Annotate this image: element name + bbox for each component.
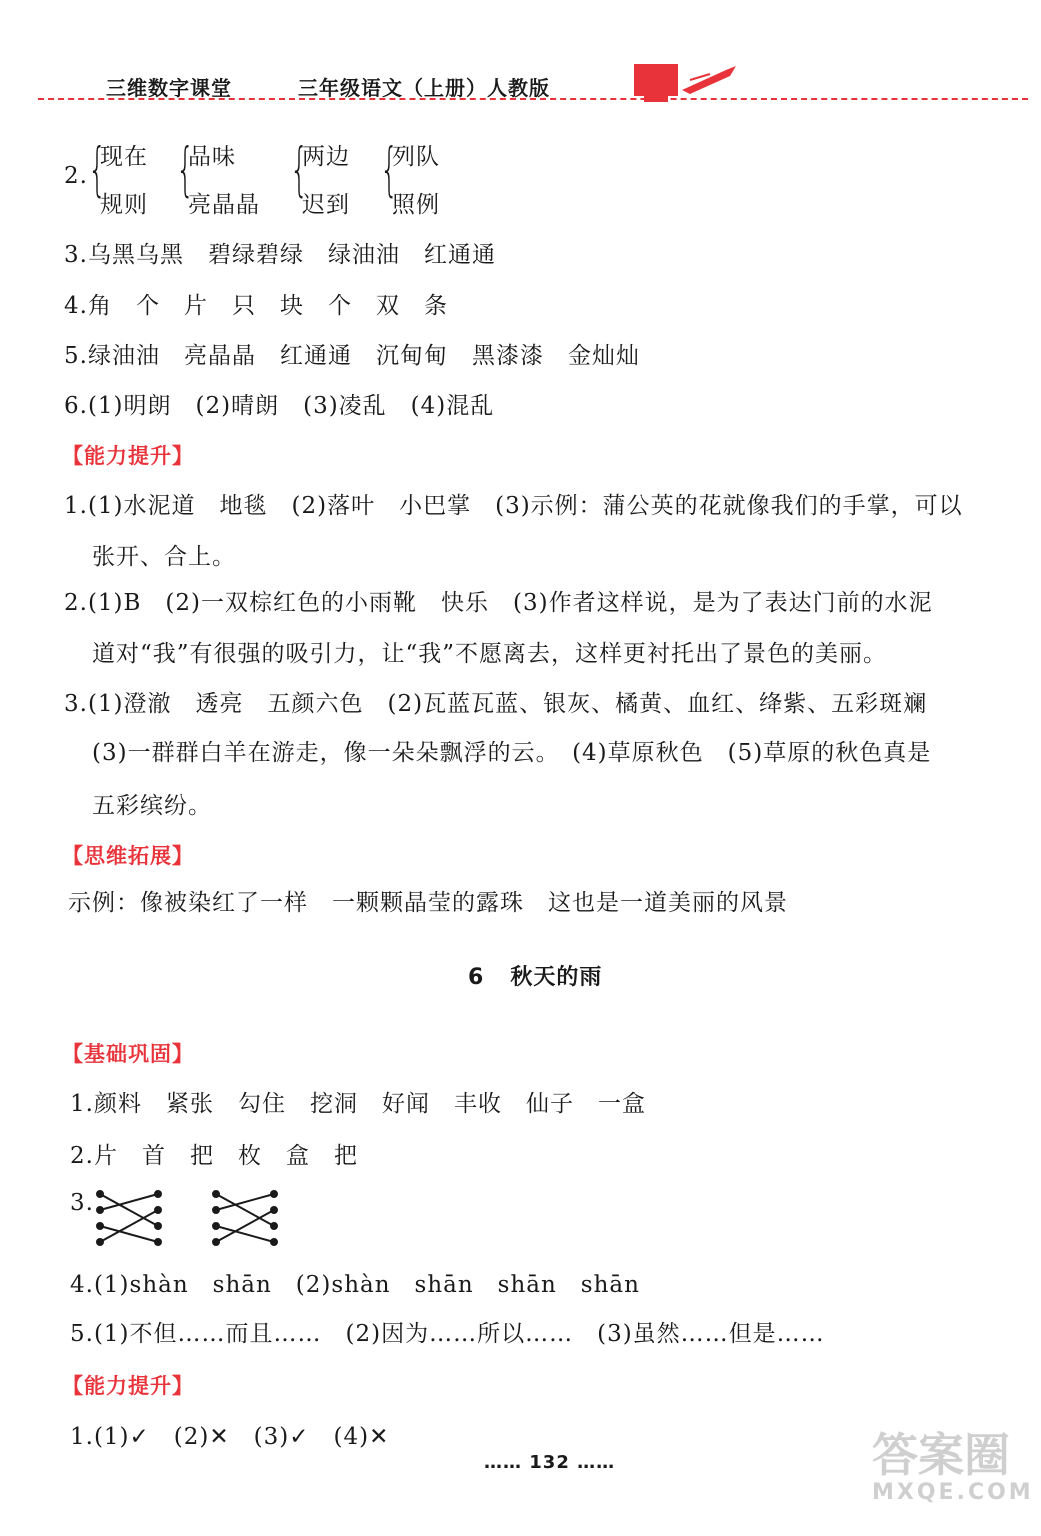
brace-4: { xyxy=(380,135,399,203)
lesson-name: 秋天的雨 xyxy=(510,965,603,990)
q2-word: 亮晶晶 xyxy=(188,192,260,218)
section-heading-ability: 【能力提升】 xyxy=(62,444,194,468)
section-heading-basic: 【基础巩固】 xyxy=(62,1042,194,1066)
watermark-logo xyxy=(872,1430,1032,1525)
answer-line: 1.(1)水泥道 地毯 (2)落叶 小巴掌 (3)示例：蒲公英的花就像我们的手掌，可以 xyxy=(64,493,963,519)
section-heading-ability: 【能力提升】 xyxy=(62,1374,194,1398)
q2-word: 两边 xyxy=(302,144,350,170)
matching-lines-diagram xyxy=(92,1186,312,1246)
q2-word: 迟到 xyxy=(302,192,350,218)
answer-line: 张开、合上。 xyxy=(92,544,236,570)
lesson-number: 6 xyxy=(468,965,485,990)
answer-line: 示例：像被染红了一样 一颗颗晶莹的露珠 这也是一道美丽的风景 xyxy=(68,890,788,916)
answer-line: 5.绿油油 亮晶晶 红通通 沉甸甸 黑漆漆 金灿灿 xyxy=(64,343,640,369)
header-divider xyxy=(38,98,1028,100)
section-heading-thinking: 【思维拓展】 xyxy=(62,844,194,868)
brace-1: { xyxy=(88,135,107,203)
q2-word: 现在 xyxy=(100,144,148,170)
answer-line: 五彩缤纷。 xyxy=(92,793,212,819)
q2-word: 规则 xyxy=(100,192,148,218)
page-number: …… 132 …… xyxy=(484,1452,616,1473)
answer-line: 5.(1)不但……而且…… (2)因为……所以…… (3)虽然……但是…… xyxy=(70,1321,825,1347)
answer-line: (3)一群群白羊在游走，像一朵朵飘浮的云。 (4)草原秋色 (5)草原的秋色真是 xyxy=(92,740,932,766)
answer-line: 1.(1)✓ (2)✕ (3)✓ (4)✕ xyxy=(70,1424,390,1450)
q2-word: 品味 xyxy=(188,144,236,170)
header-book-title: 三年级语文（上册）人教版 xyxy=(298,76,550,100)
answer-line: 1.颜料 紧张 勾住 挖洞 好闻 丰收 仙子 一盒 xyxy=(70,1091,646,1117)
answer-line: 2.片 首 把 枚 盒 把 xyxy=(70,1143,358,1169)
q3-number: 3. xyxy=(70,1190,94,1216)
brace-2: { xyxy=(176,135,195,203)
q2-number: 2. xyxy=(64,163,88,189)
answer-line: 4.(1)shàn shān (2)shàn shān shān shān xyxy=(70,1272,640,1298)
answer-line: 2.(1)B (2)一双棕红色的小雨靴 快乐 (3)作者这样说，是为了表达门前的水泥 xyxy=(64,590,933,616)
answer-line: 道对“我”有很强的吸引力，让“我”不愿离去，这样更衬托出了景色的美丽。 xyxy=(92,641,888,667)
watermark-top: 答案圈 xyxy=(872,1428,1010,1482)
answer-line: 3.乌黑乌黑 碧绿碧绿 绿油油 红通通 xyxy=(64,242,496,268)
header-series: 三维数字课堂 xyxy=(106,76,232,100)
lesson-title xyxy=(468,960,602,991)
answer-line: 6.(1)明朗 (2)晴朗 (3)凌乱 (4)混乱 xyxy=(64,393,495,419)
answer-line: 4.角 个 片 只 块 个 双 条 xyxy=(64,293,448,319)
answer-line: 3.(1)澄澈 透亮 五颜六色 (2)瓦蓝瓦蓝、银灰、橘黄、血红、绛紫、五彩斑斓 xyxy=(64,691,928,717)
q2-word: 列队 xyxy=(392,144,440,170)
watermark-bottom: MXQE.COM xyxy=(872,1480,1034,1505)
q2-word: 照例 xyxy=(392,192,440,218)
brace-3: { xyxy=(290,135,309,203)
